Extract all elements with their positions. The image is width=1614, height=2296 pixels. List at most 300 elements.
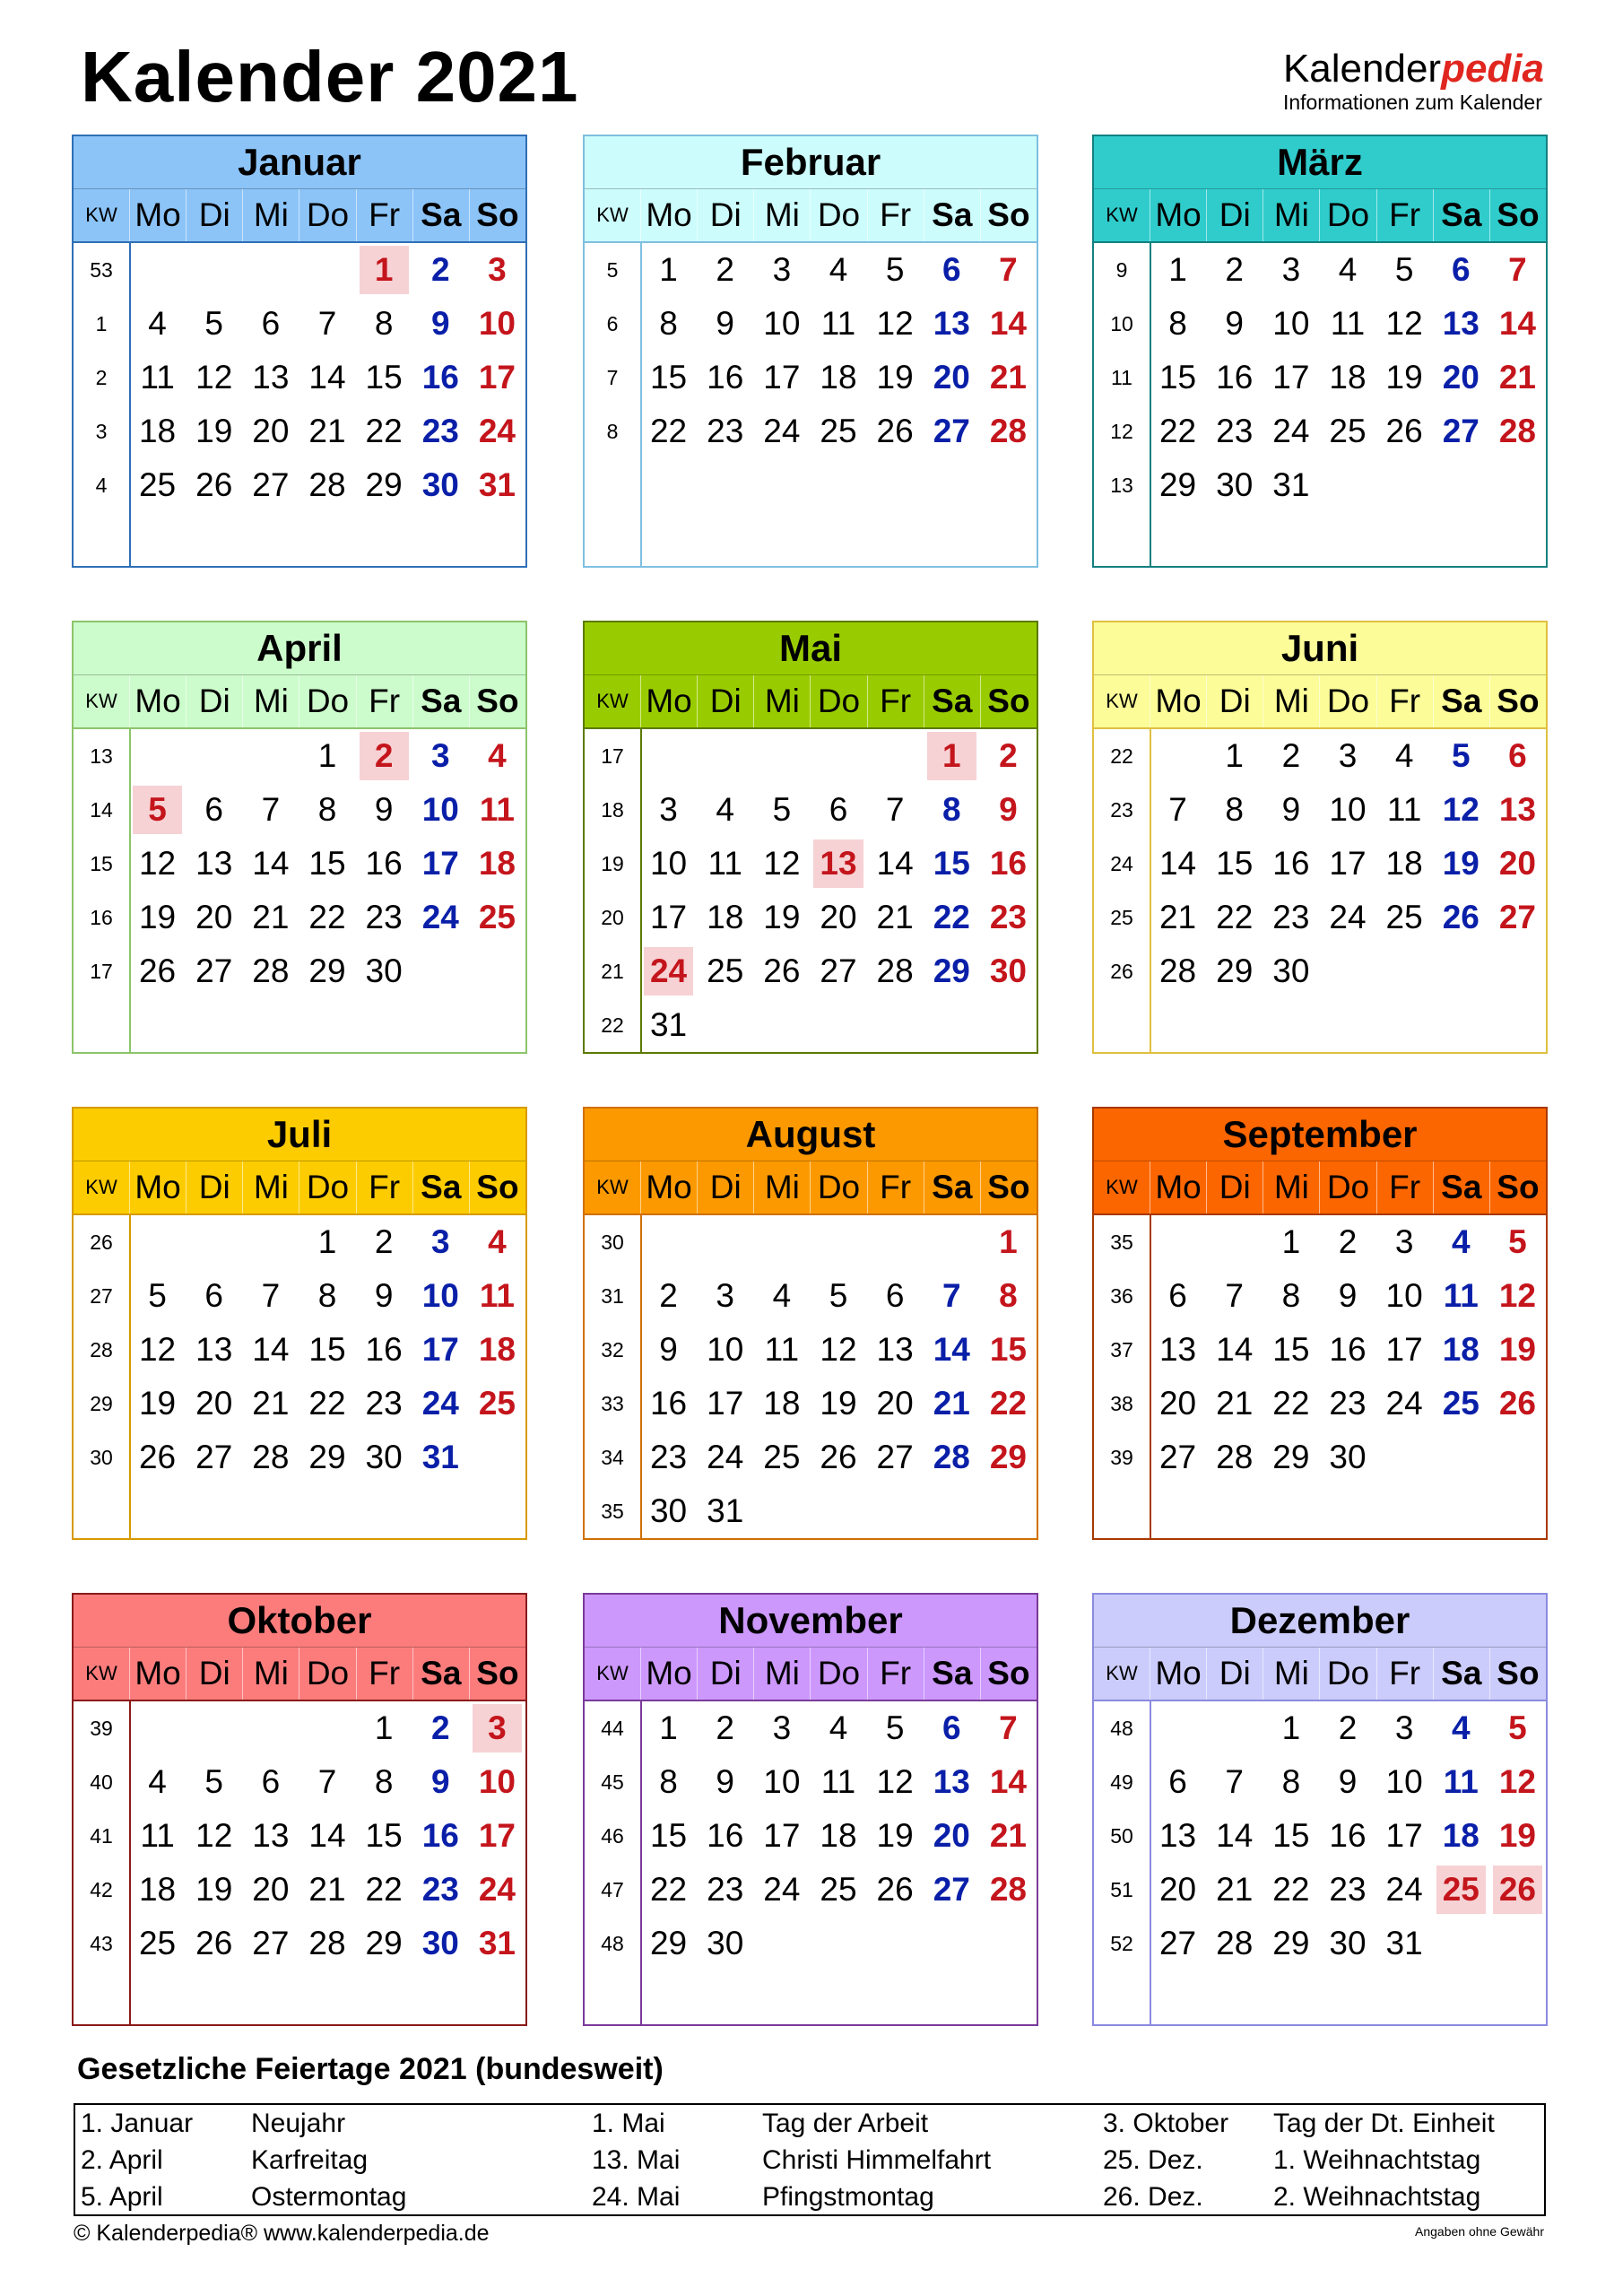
day-cell: 1 <box>999 1223 1018 1260</box>
day-cell: 22 <box>933 899 970 935</box>
weekday-header: Di <box>697 1161 753 1213</box>
day-cell: 14 <box>252 845 290 882</box>
day-cell: 7 <box>317 1763 337 1800</box>
day-cell: 27 <box>252 1925 290 1961</box>
empty-day-cell <box>980 1917 1037 1970</box>
weekday-header: Do <box>810 1648 866 1700</box>
empty-day-cell <box>1433 1431 1489 1484</box>
day-cell: 31 <box>1385 1925 1423 1961</box>
day-cell: 6 <box>1451 251 1471 288</box>
day-cell: 9 <box>1225 305 1244 342</box>
weekday-header: Sa <box>1433 675 1489 727</box>
day-cell: 27 <box>876 1439 914 1475</box>
day-cell: 19 <box>763 899 801 935</box>
day-cell: 20 <box>1158 1871 1197 1908</box>
month-0 <box>72 135 527 568</box>
weekday-header: Di <box>697 1648 753 1700</box>
weekday-header: Sa <box>412 1161 469 1213</box>
weekday-header: Mi <box>242 189 299 241</box>
day-cell: 25 <box>820 413 857 449</box>
kw-divider <box>1150 1701 1151 2026</box>
empty-day-cell <box>186 1701 242 1755</box>
day-cell: 16 <box>421 1817 459 1854</box>
month-body <box>1094 1701 1546 2026</box>
day-cell: 20 <box>876 1385 914 1422</box>
day-cell: 11 <box>479 791 515 828</box>
day-cell: 3 <box>1281 251 1301 288</box>
kw-divider <box>129 1215 131 1540</box>
day-cell: 13 <box>1498 791 1536 828</box>
day-cell: 10 <box>763 305 801 342</box>
day-cell: 9 <box>374 791 394 828</box>
day-cell: 24 <box>478 1871 516 1908</box>
week-number: 53 <box>90 257 113 282</box>
day-cell: 18 <box>820 359 857 396</box>
week-row <box>74 1809 525 1863</box>
day-cell: 26 <box>820 1439 857 1475</box>
day-cell: 21 <box>933 1385 970 1422</box>
weekday-header-row <box>585 189 1037 243</box>
week-number: 33 <box>601 1391 624 1415</box>
day-cell: 18 <box>820 1817 857 1854</box>
month-3 <box>72 621 527 1054</box>
month-body <box>74 729 525 1054</box>
weekday-header: So <box>469 1161 525 1213</box>
holiday-name: 1. Weihnachtstag <box>1273 2144 1481 2175</box>
weekday-header: Mo <box>640 1161 697 1213</box>
day-cell: 27 <box>252 466 290 503</box>
kw-divider <box>129 243 131 568</box>
empty-day-cell <box>867 1917 924 1970</box>
day-cell: 22 <box>365 1871 403 1908</box>
day-cell: 15 <box>989 1331 1027 1368</box>
day-cell: 1 <box>1281 1709 1301 1746</box>
day-cell: 16 <box>1216 359 1254 396</box>
day-cell: 14 <box>252 1331 290 1368</box>
week-row <box>74 729 525 783</box>
day-cell: 7 <box>1225 1277 1244 1314</box>
month-name: Oktober <box>74 1595 525 1648</box>
day-cell: 20 <box>933 359 970 396</box>
holiday-row <box>75 2179 1544 2215</box>
day-cell: 11 <box>764 1331 800 1368</box>
day-cell: 14 <box>1216 1817 1254 1854</box>
holidays-table <box>74 2103 1546 2216</box>
week-number: 44 <box>601 1716 624 1740</box>
kw-divider <box>1150 243 1151 568</box>
day-cell: 14 <box>1216 1331 1254 1368</box>
weekday-header: So <box>1489 189 1546 241</box>
day-cell: 19 <box>1385 359 1423 396</box>
empty-day-cell <box>129 1215 186 1269</box>
day-cell: 2 <box>659 1277 678 1314</box>
holiday-date: 24. Mai <box>592 2181 681 2212</box>
day-cell: 3 <box>772 251 792 288</box>
empty-day-cell <box>1489 1431 1546 1484</box>
weekday-header: Mi <box>753 675 810 727</box>
day-cell: 15 <box>1216 845 1254 882</box>
weekday-header-row <box>74 1161 525 1215</box>
day-cell: 25 <box>1329 413 1367 449</box>
weekday-header: Fr <box>356 675 412 727</box>
holiday-day-cell: 13 <box>813 839 863 888</box>
day-cell: 3 <box>488 251 507 288</box>
day-cell: 19 <box>1498 1817 1536 1854</box>
weekday-header: Mi <box>242 1648 299 1700</box>
day-cell: 14 <box>308 1817 346 1854</box>
day-cell: 25 <box>138 466 177 503</box>
weekday-header: Fr <box>867 1648 924 1700</box>
brand-name-part1: Kalender <box>1282 47 1442 91</box>
weekday-header-row <box>585 1161 1037 1215</box>
weekday-header: Do <box>299 1161 355 1213</box>
week-number: 25 <box>1110 905 1133 929</box>
day-cell: 24 <box>421 1385 459 1422</box>
empty-day-cell <box>810 729 866 783</box>
week-row <box>74 243 525 297</box>
day-cell: 20 <box>1442 359 1480 396</box>
week-row <box>1094 783 1546 837</box>
day-cell: 8 <box>659 1763 678 1800</box>
day-cell: 8 <box>1281 1277 1301 1314</box>
day-cell: 17 <box>1272 359 1310 396</box>
day-cell: 27 <box>1158 1439 1197 1475</box>
weekday-header: Di <box>697 189 753 241</box>
month-name: Juli <box>74 1109 525 1161</box>
week-row <box>74 297 525 351</box>
day-cell: 21 <box>308 413 346 449</box>
day-cell: 15 <box>308 845 346 882</box>
holiday-day-cell: 2 <box>360 732 409 780</box>
day-cell: 9 <box>430 305 450 342</box>
empty-day-cell <box>1433 458 1489 512</box>
weekday-header: Mi <box>753 1648 810 1700</box>
day-cell: 25 <box>820 1871 857 1908</box>
day-cell: 31 <box>478 466 516 503</box>
day-cell: 7 <box>885 791 905 828</box>
week-number: 20 <box>601 905 624 929</box>
day-cell: 10 <box>1385 1277 1423 1314</box>
kw-divider <box>640 1701 642 2026</box>
day-cell: 22 <box>308 899 346 935</box>
week-number: 51 <box>1110 1877 1133 1901</box>
day-cell: 21 <box>308 1871 346 1908</box>
empty-day-cell <box>186 1215 242 1269</box>
empty-day-cell <box>697 998 753 1052</box>
day-cell: 9 <box>1281 791 1301 828</box>
weekday-header: Di <box>186 1648 242 1700</box>
day-cell: 9 <box>1338 1277 1358 1314</box>
weekday-header: Mi <box>1263 1161 1319 1213</box>
weekday-header-row <box>74 675 525 729</box>
week-row <box>585 243 1037 297</box>
kw-header: KW <box>1106 204 1138 226</box>
week-row <box>1094 837 1546 891</box>
day-cell: 17 <box>1329 845 1367 882</box>
day-cell: 26 <box>876 1871 914 1908</box>
empty-day-cell <box>867 729 924 783</box>
weekday-header: Mo <box>1150 189 1206 241</box>
day-cell: 17 <box>1385 1331 1423 1368</box>
weekday-header: So <box>469 189 525 241</box>
day-cell: 23 <box>421 1871 459 1908</box>
week-row <box>74 944 525 998</box>
day-cell: 19 <box>195 1871 233 1908</box>
holiday-day-cell: 26 <box>1493 1866 1542 1914</box>
kw-divider <box>129 1701 131 2026</box>
week-number: 9 <box>1115 257 1128 282</box>
weekday-header: So <box>1489 1648 1546 1700</box>
week-row <box>1094 729 1546 783</box>
month-2 <box>1092 135 1548 568</box>
day-cell: 11 <box>140 1817 175 1854</box>
day-cell: 19 <box>820 1385 857 1422</box>
empty-day-cell <box>1489 458 1546 512</box>
month-name: Dezember <box>1094 1595 1546 1648</box>
kw-header: KW <box>596 204 629 226</box>
day-cell: 15 <box>1158 359 1197 396</box>
month-name: August <box>585 1109 1037 1161</box>
week-row <box>1094 1701 1546 1755</box>
day-cell: 11 <box>1330 305 1366 342</box>
week-row <box>1094 243 1546 297</box>
week-number: 2 <box>95 365 108 389</box>
empty-day-cell <box>753 1484 810 1538</box>
week-row <box>1094 1863 1546 1917</box>
empty-day-cell <box>980 998 1037 1052</box>
day-cell: 23 <box>365 899 403 935</box>
holiday-date: 5. April <box>81 2181 163 2212</box>
empty-day-cell <box>810 1215 866 1269</box>
weekday-header: Do <box>299 1648 355 1700</box>
day-cell: 15 <box>365 1817 403 1854</box>
week-row <box>585 351 1037 404</box>
week-row <box>1094 1377 1546 1431</box>
week-number: 45 <box>601 1770 624 1794</box>
day-cell: 21 <box>1498 359 1536 396</box>
holiday-row <box>75 2142 1544 2179</box>
day-cell: 3 <box>1394 1223 1414 1260</box>
week-row <box>1094 458 1546 512</box>
day-cell: 8 <box>659 305 678 342</box>
day-cell: 23 <box>707 1871 744 1908</box>
weekday-header: Di <box>186 675 242 727</box>
empty-day-cell <box>242 729 299 783</box>
weekday-header: Mi <box>1263 1648 1319 1700</box>
weekday-header: Do <box>299 189 355 241</box>
day-cell: 21 <box>252 1385 290 1422</box>
weekday-header: Fr <box>1376 1648 1433 1700</box>
day-cell: 13 <box>1442 305 1480 342</box>
weekday-header: Fr <box>356 189 412 241</box>
day-cell: 19 <box>1498 1331 1536 1368</box>
week-row <box>585 1484 1037 1538</box>
day-cell: 11 <box>140 359 175 396</box>
day-cell: 29 <box>649 1925 688 1961</box>
day-cell: 18 <box>138 413 177 449</box>
day-cell: 26 <box>138 1439 177 1475</box>
week-number: 7 <box>606 365 619 389</box>
day-cell: 9 <box>1338 1763 1358 1800</box>
day-cell: 1 <box>659 1709 678 1746</box>
weekday-header: Fr <box>867 675 924 727</box>
day-cell: 29 <box>308 952 346 989</box>
holiday-day-cell: 1 <box>360 246 409 294</box>
weekday-header: Mo <box>640 189 697 241</box>
day-cell: 16 <box>365 1331 403 1368</box>
day-cell: 3 <box>1394 1709 1414 1746</box>
weekday-header: Fr <box>356 1161 412 1213</box>
day-cell: 26 <box>876 413 914 449</box>
holiday-date: 1. Januar <box>81 2108 194 2138</box>
week-number: 13 <box>1110 473 1133 497</box>
day-cell: 8 <box>1225 791 1244 828</box>
week-row <box>74 1377 525 1431</box>
day-cell: 3 <box>430 1223 450 1260</box>
day-cell: 18 <box>1442 1331 1480 1368</box>
week-number: 26 <box>90 1230 113 1254</box>
week-row <box>585 998 1037 1052</box>
day-cell: 7 <box>1225 1763 1244 1800</box>
week-row <box>585 944 1037 998</box>
empty-day-cell <box>980 1484 1037 1538</box>
week-number: 30 <box>601 1230 624 1254</box>
day-cell: 28 <box>989 1871 1027 1908</box>
day-cell: 30 <box>707 1925 744 1961</box>
week-row <box>74 891 525 944</box>
day-cell: 1 <box>659 251 678 288</box>
week-row <box>585 1431 1037 1484</box>
month-body <box>74 1215 525 1540</box>
weekday-header: Mi <box>1263 675 1319 727</box>
day-cell: 22 <box>308 1385 346 1422</box>
month-name: Januar <box>74 136 525 189</box>
kw-divider <box>640 1215 642 1540</box>
empty-day-cell <box>1206 1701 1263 1755</box>
day-cell: 29 <box>989 1439 1027 1475</box>
day-cell: 5 <box>1394 251 1414 288</box>
day-cell: 30 <box>421 466 459 503</box>
day-cell: 16 <box>649 1385 688 1422</box>
empty-day-cell <box>697 1215 753 1269</box>
empty-day-cell <box>1376 458 1433 512</box>
day-cell: 24 <box>763 413 801 449</box>
day-cell: 30 <box>365 1439 403 1475</box>
month-body <box>585 729 1037 1054</box>
weekday-header: Mo <box>640 1648 697 1700</box>
day-cell: 2 <box>1225 251 1244 288</box>
day-cell: 22 <box>365 413 403 449</box>
empty-day-cell <box>129 729 186 783</box>
day-cell: 2 <box>1281 737 1301 774</box>
week-number: 22 <box>601 1013 624 1037</box>
day-cell: 31 <box>421 1439 459 1475</box>
weekday-header-row <box>74 189 525 243</box>
day-cell: 8 <box>1281 1763 1301 1800</box>
empty-day-cell <box>1319 458 1375 512</box>
day-cell: 30 <box>1216 466 1254 503</box>
day-cell: 16 <box>707 1817 744 1854</box>
day-cell: 28 <box>252 952 290 989</box>
weekday-header: Mo <box>1150 1648 1206 1700</box>
weekday-header: Sa <box>1433 189 1489 241</box>
footer-disclaimer: Angaben ohne Gewähr <box>1415 2224 1544 2239</box>
month-4 <box>583 621 1038 1054</box>
month-body <box>585 1215 1037 1540</box>
day-cell: 26 <box>763 952 801 989</box>
brand-name <box>1283 49 1544 89</box>
month-11 <box>1092 1593 1548 2026</box>
day-cell: 24 <box>478 413 516 449</box>
week-row <box>1094 1323 1546 1377</box>
day-cell: 17 <box>763 1817 801 1854</box>
day-cell: 29 <box>933 952 970 989</box>
day-cell: 26 <box>1442 899 1480 935</box>
week-row <box>585 1377 1037 1431</box>
day-cell: 18 <box>763 1385 801 1422</box>
weekday-header: Sa <box>412 189 469 241</box>
weekday-header: So <box>980 1648 1037 1700</box>
day-cell: 23 <box>1216 413 1254 449</box>
empty-day-cell <box>299 243 355 297</box>
month-body <box>74 243 525 568</box>
weekday-header: Di <box>1206 189 1263 241</box>
weekday-header: So <box>1489 1161 1546 1213</box>
day-cell: 29 <box>1272 1439 1310 1475</box>
day-cell: 7 <box>999 1709 1018 1746</box>
week-number: 17 <box>90 959 113 983</box>
day-cell: 25 <box>478 899 516 935</box>
day-cell: 4 <box>1394 737 1414 774</box>
kw-header: KW <box>85 204 117 226</box>
day-cell: 16 <box>365 845 403 882</box>
day-cell: 14 <box>989 1763 1027 1800</box>
day-cell: 15 <box>649 1817 688 1854</box>
day-cell: 25 <box>1442 1385 1480 1422</box>
week-row <box>1094 1269 1546 1323</box>
week-row <box>585 297 1037 351</box>
day-cell: 5 <box>829 1277 848 1314</box>
weekday-header: Sa <box>412 1648 469 1700</box>
week-number: 5 <box>606 257 619 282</box>
day-cell: 6 <box>941 1709 961 1746</box>
weekday-header: Mo <box>1150 1161 1206 1213</box>
day-cell: 18 <box>138 1871 177 1908</box>
day-cell: 29 <box>1272 1925 1310 1961</box>
kw-header: KW <box>85 1176 117 1198</box>
weekday-header: Sa <box>924 1161 980 1213</box>
kw-divider <box>1150 1215 1151 1540</box>
week-row <box>74 1269 525 1323</box>
weekday-header-row <box>1094 1648 1546 1701</box>
day-cell: 24 <box>1329 899 1367 935</box>
day-cell: 10 <box>478 1763 516 1800</box>
day-cell: 11 <box>1443 1763 1479 1800</box>
day-cell: 21 <box>876 899 914 935</box>
day-cell: 9 <box>999 791 1018 828</box>
day-cell: 13 <box>252 1817 290 1854</box>
day-cell: 6 <box>941 251 961 288</box>
week-row <box>585 404 1037 458</box>
day-cell: 14 <box>933 1331 970 1368</box>
weekday-header-row <box>74 1648 525 1701</box>
weekday-header: Mo <box>129 1161 186 1213</box>
day-cell: 6 <box>885 1277 905 1314</box>
day-cell: 20 <box>195 1385 233 1422</box>
kw-header: KW <box>1106 1176 1138 1198</box>
empty-day-cell <box>1489 1917 1546 1970</box>
empty-day-cell <box>924 1484 980 1538</box>
